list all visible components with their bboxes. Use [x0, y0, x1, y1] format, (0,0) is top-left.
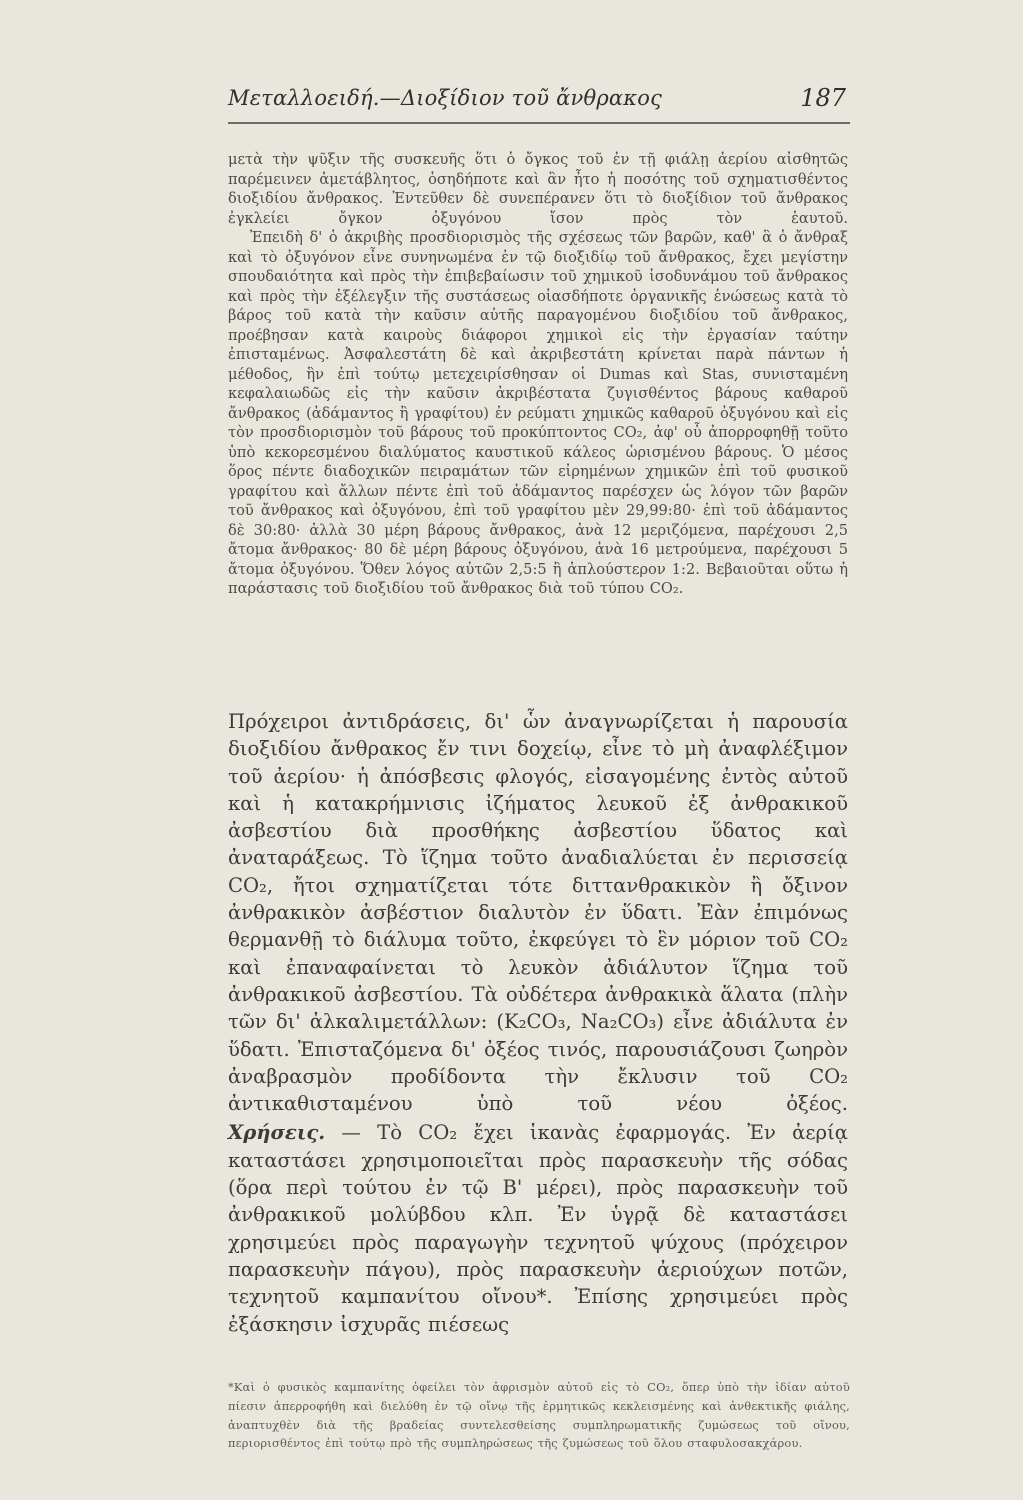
body-large-text	[228, 708, 848, 1338]
section-lead: Χρήσεις.	[228, 1121, 326, 1145]
running-title: Μεταλλοειδή.—Διοξίδιον τοῦ ἄνθρακος	[228, 86, 663, 110]
page-header	[228, 86, 850, 122]
paragraph: Ἐπειδὴ δ' ὁ ἀκριβὴς προσδιορισμὸς τῆς σχέσεως τῶν βαρῶν, καθ' ἃ ὁ ἄνθραξ καὶ τὸ ὀξυγόνον εἶνε συνηνωμένα ἐν τῷ διοξιδίῳ τοῦ ἄνθρακος, ἔχει μεγίστην σπουδαιότητα καὶ πρὸς τὴν ἐπιβεβαίωσιν τοῦ χημικοῦ ἰσοδυνάμου τοῦ ἄνθρακος καὶ πρὸς τὴν ἐξέλεγξιν τῆς συστάσεως οἱασδήποτε ὀργανικῆς ἑνώσεως κατὰ τὸ βάρος τοῦ κατὰ τὴν καῦσιν αὐτῆς παραγομένου διοξιδίου τοῦ ἄνθρακος, προέβησαν κατὰ καιροὺς διάφοροι χημικοὶ εἰς τὴν ἐργασίαν ταύτην ἐπισταμένως. Ἀσφαλεστάτη δὲ καὶ ἀκριβεστάτη κρίνεται παρὰ πάντων ἡ μέθοδος, ἣν ἐπὶ τούτῳ μετεχειρίσθησαν οἱ Dumas καὶ Stas, συνισταμένη κεφαλαιωδῶς εἰς τὴν καῦσιν ἀκριβέστατα ζυγισθέντος βάρους καθαροῦ ἄνθρακος (ἀδάμαντος ἢ γραφίτου) ἐν ρεύματι χημικῶς καθαροῦ ὀξυγόνου καὶ εἰς τὸν προσδιορισμὸν τοῦ βάρους τοῦ προκύπτοντος CO₂, ἀφ' οὗ ἀπορροφηθῇ τοῦτο ὑπὸ κεκορεσμένου διαλύματος καυστικοῦ κάλεος ὡρισμένου βάρους. Ὁ μέσος ὅρος πέντε διαδοχικῶν πειραμάτων τῶν εἰρημένων χημικῶν ἐπὶ τοῦ φυσικοῦ γραφίτου καὶ ἄλλων πέντε ἐπὶ τοῦ ἀδάμαντος παρέσχεν ὡς λόγον τῶν βαρῶν τοῦ ἄνθρακος καὶ ὀξυγόνου, ἐπὶ τοῦ γραφίτου μὲν 29,99:80· ἐπὶ τοῦ ἀδάμαντος δὲ 30:80· ἀλλὰ 30 μέρη βάρους ἄνθρακος, ἀνὰ 12 μεριζόμενα, παρέχουσι 2,5 ἄτομα ἄνθρακος· 80 δὲ μέρη βάρους ὀξυγόνου, ἀνὰ 16 μετρούμενα, παρέχουσι 5 ἄτομα ὀξυγόνου. Ὅθεν λόγος αὐτῶν 2,5:5 ἢ ἁπλούστερον 1:2. Βεβαιοῦται οὕτω ἡ παράστασις τοῦ διοξιδίου τοῦ ἄνθρακος διὰ τοῦ τύπου CO₂.	[228, 229, 848, 597]
body-small-text	[228, 150, 848, 599]
section-text: — Τὸ CO₂ ἔχει ἱκανὰς ἐφαρμογάς. Ἐν ἀερίᾳ καταστάσει χρησιμοποιεῖται πρὸς παρασκευὴν τῆς σόδας (ὅρα περὶ τούτου ἐν τῷ Β' μέρει), πρὸς παρασκευὴν τοῦ ἀνθρακικοῦ μολύβδου κλπ. Ἐν ὑγρᾷ δὲ καταστάσει χρησιμεύει πρὸς παραγωγὴν τεχνητοῦ ψύχους (πρόχειρον παρασκευὴν πάγου), πρὸς παρασκευὴν ἀεριούχων ποτῶν, τεχνητοῦ καμπανίτου οἴνου*. Ἐπίσης χρησιμεύει πρὸς ἐξάσκησιν ἰσχυρᾶς πιέσεως	[228, 1121, 848, 1336]
page-number: 187	[800, 84, 846, 112]
footnote-text: *Καὶ ὁ φυσικὸς καμπανίτης ὀφείλει τὸν ἀφρισμὸν αὐτοῦ εἰς τὸ CO₂, ὅπερ ὑπὸ τὴν ἰδίαν αὐτοῦ πίεσιν ἀπερροφήθη καὶ διελύθη ἐν τῷ οἴνῳ τῆς ἑρμητικῶς κεκλεισμένης καὶ ἀνθεκτικῆς φιάλης, ἀναπτυχθὲν διὰ τῆς βραδείας συντελεσθείσης συμπληρωματικῆς ζυμώσεως τοῦ οἴνου, περιορισθέντος ἐπὶ τούτῳ πρὸ τῆς συμπληρώσεως τῆς ζυμώσεως τοῦ ὅλου σταφυλοσακχάρου.	[228, 1380, 850, 1451]
header-rule	[228, 122, 850, 124]
paragraph: μετὰ τὴν ψῦξιν τῆς συσκευῆς ὅτι ὁ ὄγκος τοῦ ἐν τῇ φιάλῃ ἀερίου αἰσθητῶς παρέμεινεν ἀμετάβλητος, ὁσηδήποτε καὶ ἂν ἦτο ἡ ποσότης τοῦ σχηματισθέντος διοξιδίου ἄνθρακος. Ἐντεῦθεν δὲ συνεπέρανεν ὅτι τὸ διοξίδιον τοῦ ἄνθρακος ἐγκλείει ὄγκον ὀξυγόνου ἴσον πρὸς τὸν ἑαυτοῦ.	[228, 151, 848, 227]
paragraph-uses	[228, 1119, 848, 1337]
paragraph: Πρόχειροι ἀντιδράσεις, δι' ὧν ἀναγνωρίζεται ἡ παρουσία διοξιδίου ἄνθρακος ἔν τινι δοχείῳ, εἶνε τὸ μὴ ἀναφλέξιμον τοῦ ἀερίου· ἡ ἀπόσβεσις φλογός, εἰσαγομένης ἐντὸς αὐτοῦ καὶ ἡ κατακρήμνισις ἰζήματος λευκοῦ ἐξ ἀνθρακικοῦ ἀσβεστίου διὰ προσθήκης ἀσβεστίου ὕδατος καὶ ἀναταράξεως. Τὸ ἵζημα τοῦτο ἀναδιαλύεται ἐν περισσείᾳ CO₂, ἤτοι σχηματίζεται τότε διττανθρακικὸν ἢ ὄξινον ἀνθρακικὸν ἀσβέστιον διαλυτὸν ἐν ὕδατι. Ἐὰν ἐπιμόνως θερμανθῇ τὸ διάλυμα τοῦτο, ἐκφεύγει τὸ ἓν μόριον τοῦ CO₂ καὶ ἐπαναφαίνεται τὸ λευκὸν ἀδιάλυτον ἵζημα τοῦ ἀνθρακικοῦ ἀσβεστίου. Τὰ οὐδέτερα ἀνθρακικὰ ἅλατα (πλὴν τῶν δι' ἀλκαλιμετάλλων: (K₂CO₃, Na₂CO₃) εἶνε ἀδιάλυτα ἐν ὕδατι. Ἐπισταζόμενα δι' ὀξέος τινός, παρουσιάζουσι ζωηρὸν ἀναβρασμὸν προδίδοντα τὴν ἔκλυσιν τοῦ CO₂ ἀντικαθισταμένου ὑπὸ τοῦ νέου ὀξέος.	[228, 710, 848, 1116]
footnote	[228, 1378, 850, 1453]
